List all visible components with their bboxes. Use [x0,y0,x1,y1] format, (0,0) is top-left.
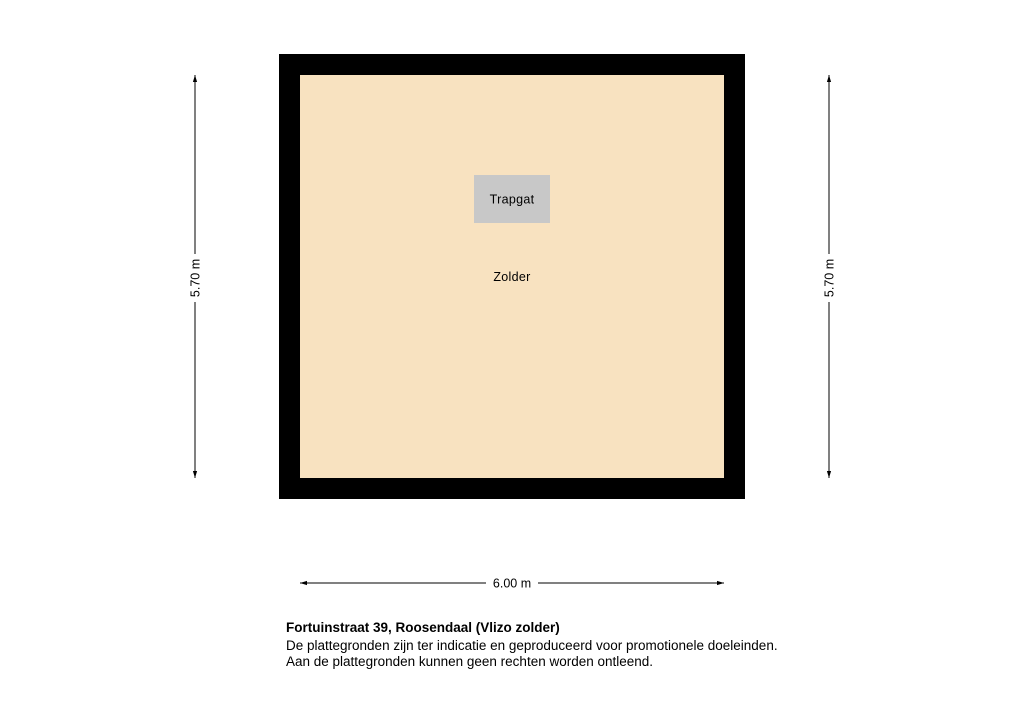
width-label: 6.00 m [492,576,532,591]
left-height-label: 5.70 m [188,258,203,298]
plan-caption [286,619,986,669]
room-label-zolder: Zolder [493,270,531,284]
caption-title: Fortuinstraat 39, Roosendaal (Vlizo zolder) [286,620,560,635]
right-height-label: 5.70 m [822,258,837,298]
right-height-dimension [823,75,837,478]
caption-disclaimer-line-1: De plattegronden zijn ter indicatie en geproduceerd voor promotionele doeleinden. [286,638,778,653]
width-dimension [300,577,724,591]
stairwell-label: Trapgat [489,192,535,207]
caption-disclaimer-line-2: Aan de plattegronden kunnen geen rechten worden ontleend. [286,653,654,669]
left-height-dimension [189,75,203,478]
